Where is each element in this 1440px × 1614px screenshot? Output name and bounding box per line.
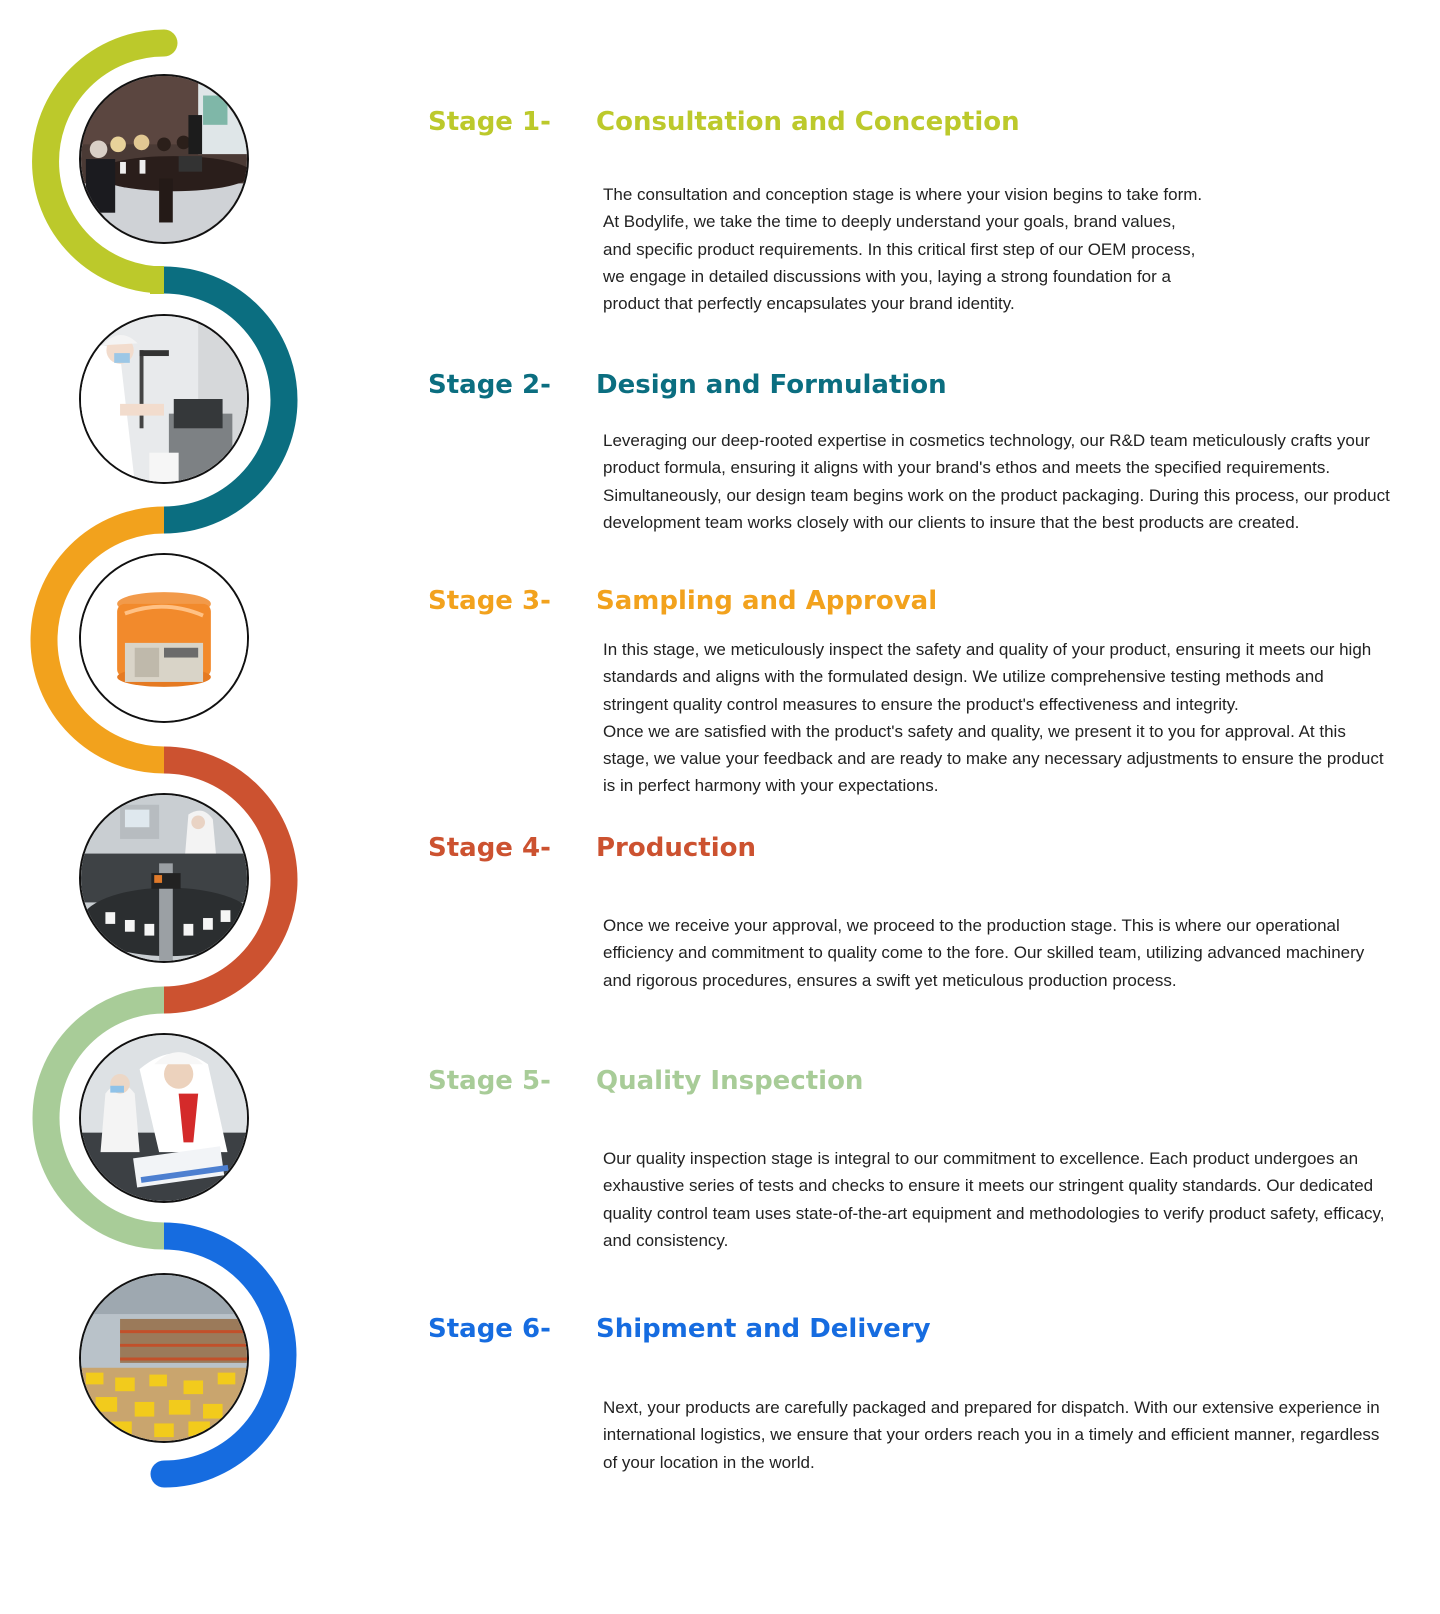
production-line-photo-icon — [81, 795, 247, 961]
stage-5-body: Our quality inspection stage is integral to our commitment to excellence. Each product undergoes an exhaustive series of tests and checks to ensure it meets our stringent quality standards. Our dedicated quality control team uses state-of-the-art equipment and methodologies to verify product safety, efficacy, and consistency. — [603, 1149, 1385, 1250]
stage-2-body: Leveraging our deep-rooted expertise in cosmetics technology, our R&D team meticulously crafts your product formula, ensuring it aligns with your brand's ethos and meets the specified requirements. Simultaneously, our design team begins work on the product packaging. During this process, our product development team works closely with our clients to insure that the best products are created. — [603, 431, 1390, 532]
lab-technician-photo-icon — [81, 316, 247, 482]
inspection-photo-icon — [81, 1035, 247, 1201]
stage-6-title: Shipment and Delivery — [596, 1314, 931, 1344]
gel-jar-photo-icon — [81, 555, 247, 721]
stage-5-title: Quality Inspection — [596, 1066, 864, 1096]
stage-4-body: Once we receive your approval, we proceed to the production stage. This is where our operational efficiency and commitment to quality come to the fore. Our skilled team, utilizing advanced machinery and rigorous procedures, ensures a swift yet meticulous production process. — [603, 916, 1365, 990]
stage-3-body-paragraph-1: In this stage, we meticulously inspect the safety and quality of your product, ensuring it meets our high standards and aligns with the formulated design. We utilize comprehensive testing methods and stringent quality control measures to ensure the product's effectiveness and integrity. — [603, 640, 1372, 714]
stage-4-photo — [79, 793, 249, 963]
stage-4-title: Production — [596, 833, 756, 863]
stage-6-body: Next, your products are carefully packaged and prepared for dispatch. With our extensive experience in international logistics, we ensure that your orders reach you in a timely and efficient manner, regardless of your location in the world. — [603, 1398, 1380, 1472]
stage-5-label: Stage 5- — [428, 1066, 551, 1096]
stage-5-photo — [79, 1033, 249, 1203]
stage-3-body — [603, 636, 1393, 800]
stage-1-label: Stage 1- — [428, 107, 551, 137]
stage-3-photo — [79, 553, 249, 723]
stage-1-body: The consultation and conception stage is where your vision begins to take form. At Bodylife, we take the time to deeply understand your goals, brand values, and specific product requirements. In this critical first step of our OEM process, we engage in detailed discussions with you, laying a strong foundation for a product that perfectly encapsulates your brand identity. — [603, 185, 1203, 314]
stage-3-label: Stage 3- — [428, 586, 551, 616]
stage-6-photo — [79, 1273, 249, 1443]
stage-3-title: Sampling and Approval — [596, 586, 938, 616]
warehouse-photo-icon — [81, 1275, 247, 1441]
stage-1-title: Consultation and Conception — [596, 107, 1020, 137]
stage-2-label: Stage 2- — [428, 370, 551, 400]
stage-1-photo — [79, 74, 249, 244]
meeting-photo-icon — [81, 76, 247, 242]
stage-4-label: Stage 4- — [428, 833, 551, 863]
stage-3-body-paragraph-2: Once we are satisfied with the product's safety and quality, we present it to you for approval. At this stage, we value your feedback and are ready to make any necessary adjustments to ensure the product is in perfect harmony with your expectations. — [603, 721, 1384, 796]
stage-6-label: Stage 6- — [428, 1314, 551, 1344]
stage-2-photo — [79, 314, 249, 484]
stage-2-title: Design and Formulation — [596, 370, 947, 400]
